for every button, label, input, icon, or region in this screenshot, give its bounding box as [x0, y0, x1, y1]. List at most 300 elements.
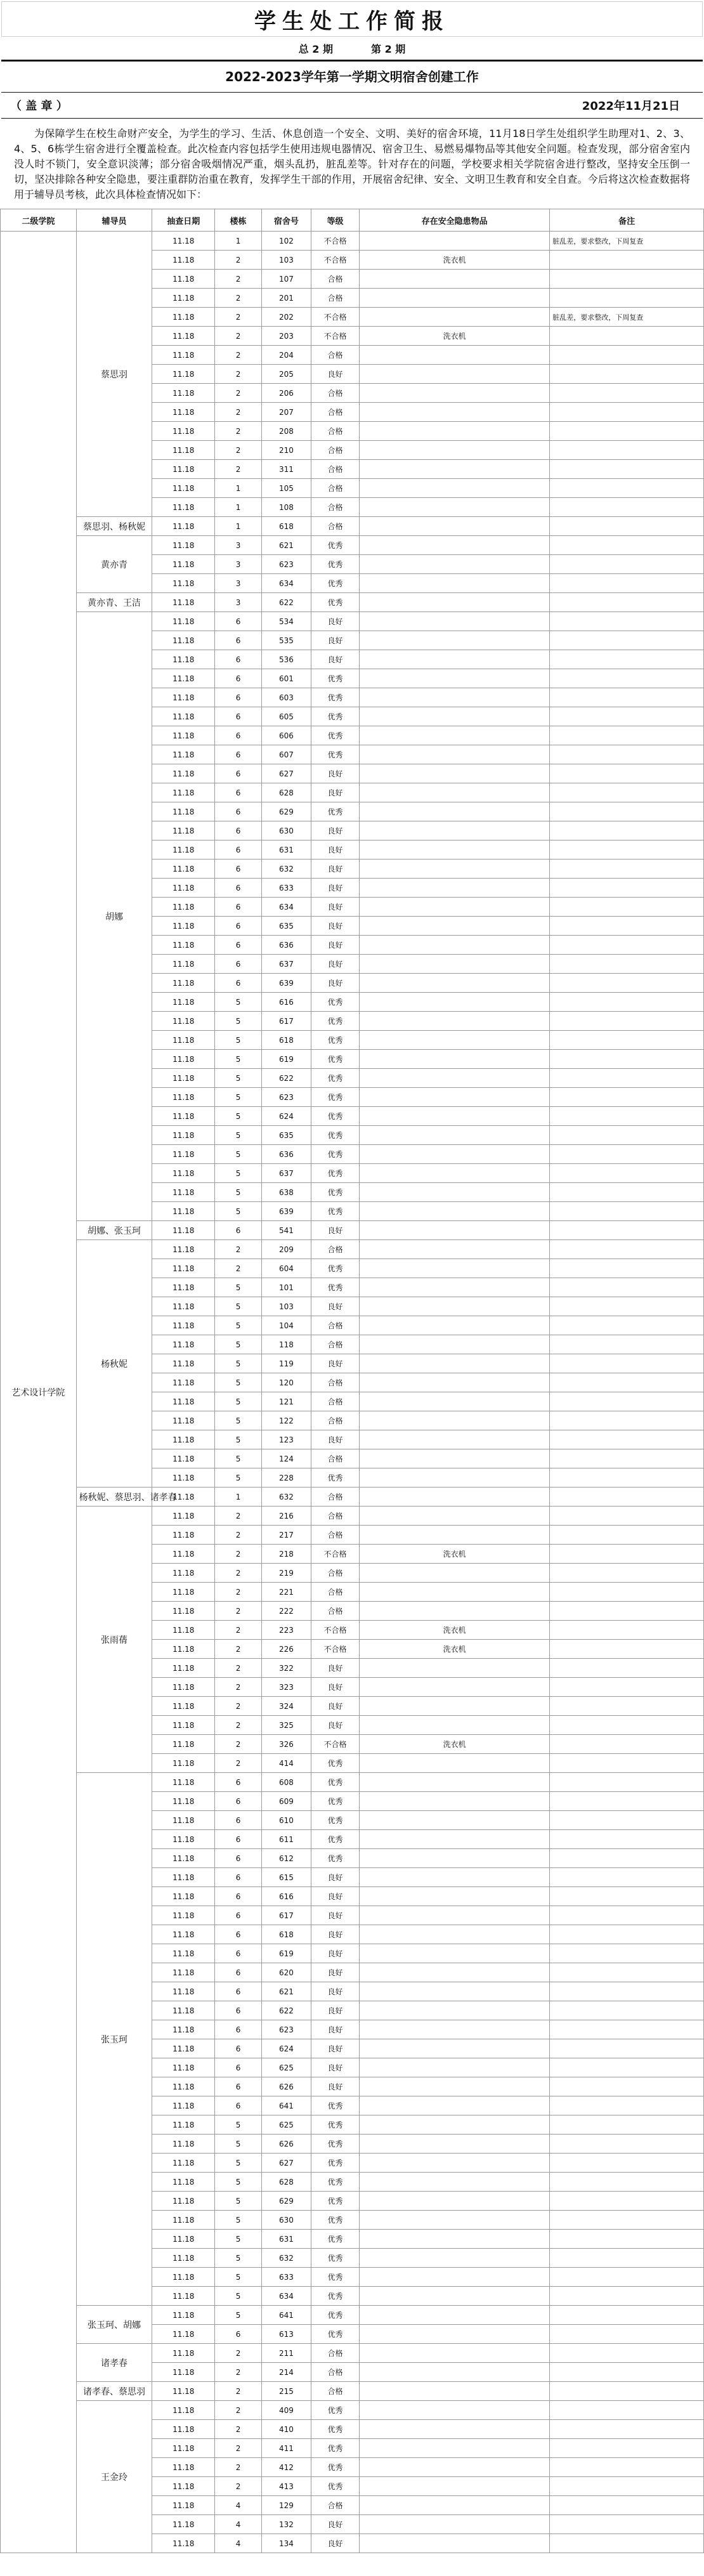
date-cell: 11.18 [152, 1640, 215, 1659]
date-cell: 11.18 [152, 2135, 215, 2154]
table-row [1, 2306, 704, 2325]
hazard-cell [359, 2039, 549, 2058]
note-cell [550, 1545, 704, 1564]
date-cell: 11.18 [152, 1735, 215, 1754]
note-cell [550, 2230, 704, 2249]
hazard-cell [359, 1906, 549, 1925]
grade-cell: 优秀 [311, 1468, 360, 1487]
note-cell [550, 1849, 704, 1868]
grade-cell: 良好 [311, 917, 360, 936]
building-cell: 2 [215, 1659, 262, 1678]
note-cell [550, 441, 704, 460]
hazard-cell [359, 1982, 549, 2001]
building-cell: 6 [215, 2058, 262, 2077]
date-cell: 11.18 [152, 2458, 215, 2477]
building-cell: 6 [215, 1221, 262, 1240]
building-cell: 6 [215, 1944, 262, 1963]
grade-cell: 良好 [311, 1982, 360, 2001]
grade-cell: 合格 [311, 2382, 360, 2401]
building-cell: 6 [215, 821, 262, 840]
room-cell: 215 [261, 2382, 311, 2401]
note-cell [550, 289, 704, 308]
grade-cell: 良好 [311, 2039, 360, 2058]
room-cell: 118 [261, 1335, 311, 1354]
hazard-cell [359, 1963, 549, 1982]
date-cell: 11.18 [152, 860, 215, 879]
date-cell: 11.18 [152, 289, 215, 308]
grade-cell: 良好 [311, 1944, 360, 1963]
room-cell: 129 [261, 2496, 311, 2515]
note-cell [550, 974, 704, 993]
grade-cell: 优秀 [311, 669, 360, 688]
building-cell: 6 [215, 1925, 262, 1944]
hazard-cell [359, 441, 549, 460]
room-cell: 228 [261, 1468, 311, 1487]
building-cell: 4 [215, 2496, 262, 2515]
grade-cell: 优秀 [311, 1107, 360, 1126]
building-cell: 6 [215, 974, 262, 993]
hazard-cell [359, 1430, 549, 1449]
note-cell [550, 745, 704, 764]
room-cell: 629 [261, 2192, 311, 2211]
date-cell: 11.18 [152, 403, 215, 422]
grade-cell: 优秀 [311, 1792, 360, 1811]
note-cell [550, 1640, 704, 1659]
room-cell: 631 [261, 2230, 311, 2249]
room-cell: 210 [261, 441, 311, 460]
room-cell: 201 [261, 289, 311, 308]
note-cell [550, 1792, 704, 1811]
room-cell: 627 [261, 764, 311, 783]
grade-cell: 不合格 [311, 1545, 360, 1564]
building-cell: 2 [215, 422, 262, 441]
date-cell: 11.18 [152, 1944, 215, 1963]
room-cell: 322 [261, 1659, 311, 1678]
date-cell: 11.18 [152, 1126, 215, 1145]
note-cell [550, 1126, 704, 1145]
date-cell: 11.18 [152, 1982, 215, 2001]
building-cell: 5 [215, 1183, 262, 1202]
column-header: 楼栋 [215, 209, 262, 232]
date-cell: 11.18 [152, 1564, 215, 1583]
grade-cell: 优秀 [311, 707, 360, 726]
room-cell: 613 [261, 2325, 311, 2344]
hazard-cell [359, 1925, 549, 1944]
date-cell: 11.18 [152, 1716, 215, 1735]
hazard-cell: 洗衣机 [359, 251, 549, 270]
date-cell: 11.18 [152, 593, 215, 612]
room-cell: 216 [261, 1507, 311, 1526]
room-cell: 625 [261, 2115, 311, 2135]
note-cell [550, 631, 704, 650]
grade-cell: 优秀 [311, 1088, 360, 1107]
date-cell: 11.18 [152, 1259, 215, 1278]
room-cell: 632 [261, 1487, 311, 1507]
hazard-cell [359, 2192, 549, 2211]
date-cell: 11.18 [152, 2192, 215, 2211]
building-cell: 2 [215, 2382, 262, 2401]
note-cell [550, 936, 704, 955]
room-cell: 123 [261, 1430, 311, 1449]
note-cell [550, 764, 704, 783]
hazard-cell [359, 1583, 549, 1602]
building-cell: 6 [215, 650, 262, 669]
date-cell: 11.18 [152, 1107, 215, 1126]
note-cell [550, 1773, 704, 1792]
date-cell: 11.18 [152, 1202, 215, 1221]
note-cell [550, 2154, 704, 2173]
room-cell: 311 [261, 460, 311, 479]
column-header: 辅导员 [76, 209, 152, 232]
note-cell [550, 1069, 704, 1088]
hazard-cell [359, 1526, 549, 1545]
date-cell: 11.18 [152, 2154, 215, 2173]
building-cell: 2 [215, 441, 262, 460]
note-cell [550, 2420, 704, 2439]
room-cell: 636 [261, 936, 311, 955]
hazard-cell [359, 1145, 549, 1164]
table-row [1, 1507, 704, 1526]
grade-cell: 合格 [311, 460, 360, 479]
hazard-cell: 洗衣机 [359, 1640, 549, 1659]
room-cell: 619 [261, 1050, 311, 1069]
date-cell: 11.18 [152, 1278, 215, 1297]
date-cell: 11.18 [152, 441, 215, 460]
note-cell [550, 270, 704, 289]
building-cell: 6 [215, 1849, 262, 1868]
date-cell: 11.18 [152, 1868, 215, 1887]
building-cell: 5 [215, 1145, 262, 1164]
date-cell: 11.18 [152, 1031, 215, 1050]
date-cell: 11.18 [152, 384, 215, 403]
hazard-cell [359, 1659, 549, 1678]
note-cell [550, 783, 704, 802]
hazard-cell [359, 346, 549, 365]
note-cell [550, 1678, 704, 1697]
date-cell: 11.18 [152, 1335, 215, 1354]
hazard-cell [359, 936, 549, 955]
room-cell: 414 [261, 1754, 311, 1773]
room-cell: 634 [261, 574, 311, 593]
title-box [1, 1, 703, 37]
date-cell: 11.18 [152, 2477, 215, 2496]
room-cell: 209 [261, 1240, 311, 1259]
note-cell [550, 2077, 704, 2096]
room-cell: 637 [261, 955, 311, 974]
building-cell: 5 [215, 1373, 262, 1392]
room-cell: 104 [261, 1316, 311, 1335]
hazard-cell [359, 1107, 549, 1126]
note-cell [550, 2439, 704, 2458]
table-header-row [1, 209, 704, 232]
room-cell: 616 [261, 1887, 311, 1906]
hazard-cell [359, 460, 549, 479]
hazard-cell [359, 2096, 549, 2115]
hazard-cell [359, 479, 549, 498]
note-cell [550, 1963, 704, 1982]
hazard-cell [359, 1031, 549, 1050]
note-cell [550, 1602, 704, 1621]
issue-number: 第 2 期 [371, 42, 406, 55]
date-cell: 11.18 [152, 2020, 215, 2039]
date-cell: 11.18 [152, 688, 215, 707]
building-cell: 6 [215, 840, 262, 860]
date-cell: 11.18 [152, 1583, 215, 1602]
building-cell: 6 [215, 1906, 262, 1925]
counselor-cell: 胡娜 [76, 612, 152, 1221]
grade-cell: 合格 [311, 1583, 360, 1602]
grade-cell: 优秀 [311, 2135, 360, 2154]
grade-cell: 良好 [311, 1354, 360, 1373]
room-cell: 630 [261, 2211, 311, 2230]
building-cell: 5 [215, 2192, 262, 2211]
note-cell [550, 2306, 704, 2325]
hazard-cell [359, 498, 549, 517]
room-cell: 623 [261, 2020, 311, 2039]
hazard-cell [359, 1564, 549, 1583]
grade-cell: 优秀 [311, 2230, 360, 2249]
room-cell: 634 [261, 2287, 311, 2306]
building-cell: 6 [215, 936, 262, 955]
note-cell [550, 1468, 704, 1487]
grade-cell: 优秀 [311, 1126, 360, 1145]
room-cell: 122 [261, 1411, 311, 1430]
note-cell [550, 1583, 704, 1602]
hazard-cell [359, 974, 549, 993]
hazard-cell [359, 2154, 549, 2173]
building-cell: 5 [215, 2154, 262, 2173]
note-cell [550, 574, 704, 593]
hazard-cell [359, 1278, 549, 1297]
grade-cell: 优秀 [311, 1811, 360, 1830]
building-cell: 5 [215, 2173, 262, 2192]
building-cell: 5 [215, 1069, 262, 1088]
date-cell: 11.18 [152, 974, 215, 993]
note-cell [550, 1392, 704, 1411]
grade-cell: 合格 [311, 2363, 360, 2382]
hazard-cell [359, 517, 549, 536]
table-row [1, 612, 704, 631]
building-cell: 1 [215, 517, 262, 536]
grade-cell: 优秀 [311, 2477, 360, 2496]
date-cell: 11.18 [152, 2115, 215, 2135]
note-cell [550, 1297, 704, 1316]
room-cell: 214 [261, 2363, 311, 2382]
room-cell: 221 [261, 1583, 311, 1602]
building-cell: 1 [215, 479, 262, 498]
building-cell: 2 [215, 1640, 262, 1659]
room-cell: 119 [261, 1354, 311, 1373]
date-cell: 11.18 [152, 1773, 215, 1792]
date-cell: 11.18 [152, 2077, 215, 2096]
table-row [1, 536, 704, 555]
grade-cell: 良好 [311, 1716, 360, 1735]
note-cell [550, 1240, 704, 1259]
building-cell: 6 [215, 1887, 262, 1906]
grade-cell: 优秀 [311, 2096, 360, 2115]
date-cell: 11.18 [152, 1963, 215, 1982]
hazard-cell [359, 2058, 549, 2077]
counselor-cell: 杨秋妮 [76, 1240, 152, 1487]
note-cell [550, 821, 704, 840]
grade-cell: 优秀 [311, 2268, 360, 2287]
issue-row [0, 37, 704, 60]
grade-cell: 优秀 [311, 1830, 360, 1849]
grade-cell: 优秀 [311, 2154, 360, 2173]
grade-cell: 优秀 [311, 555, 360, 574]
note-cell [550, 2249, 704, 2268]
table-row [1, 1487, 704, 1507]
note-cell [550, 688, 704, 707]
building-cell: 2 [215, 1678, 262, 1697]
building-cell: 6 [215, 1792, 262, 1811]
building-cell: 6 [215, 2001, 262, 2020]
date-cell: 11.18 [152, 1297, 215, 1316]
room-cell: 323 [261, 1678, 311, 1697]
building-cell: 4 [215, 2534, 262, 2553]
room-cell: 638 [261, 1183, 311, 1202]
note-cell: 脏乱差，要求整改，下周复查 [550, 308, 704, 327]
grade-cell: 优秀 [311, 802, 360, 821]
date-cell: 11.18 [152, 898, 215, 917]
grade-cell: 合格 [311, 1449, 360, 1468]
counselor-cell: 诸孝春 [76, 2344, 152, 2382]
grade-cell: 良好 [311, 783, 360, 802]
column-header: 等级 [311, 209, 360, 232]
bulletin-title: 学生处工作简报 [254, 8, 450, 34]
counselor-cell: 蔡思羽 [76, 232, 152, 517]
grade-cell: 合格 [311, 498, 360, 517]
table-row [1, 593, 704, 612]
hazard-cell [359, 1012, 549, 1031]
date-cell: 11.18 [152, 2058, 215, 2077]
note-cell [550, 802, 704, 821]
date-cell: 11.18 [152, 2249, 215, 2268]
note-cell [550, 2534, 704, 2553]
date-cell: 11.18 [152, 1088, 215, 1107]
note-cell [550, 1012, 704, 1031]
room-cell: 618 [261, 1925, 311, 1944]
grade-cell: 良好 [311, 650, 360, 669]
building-cell: 5 [215, 2135, 262, 2154]
note-cell [550, 993, 704, 1012]
hazard-cell [359, 631, 549, 650]
date-cell: 11.18 [152, 2001, 215, 2020]
building-cell: 6 [215, 1773, 262, 1792]
grade-cell: 优秀 [311, 1849, 360, 1868]
room-cell: 628 [261, 783, 311, 802]
building-cell: 2 [215, 1716, 262, 1735]
note-cell [550, 2115, 704, 2135]
date-cell: 11.18 [152, 327, 215, 346]
date-cell: 11.18 [152, 764, 215, 783]
date-cell: 11.18 [152, 1164, 215, 1183]
grade-cell: 合格 [311, 1526, 360, 1545]
hazard-cell [359, 707, 549, 726]
date-cell: 11.18 [152, 1240, 215, 1259]
building-cell: 5 [215, 1164, 262, 1183]
date-cell: 11.18 [152, 308, 215, 327]
room-cell: 601 [261, 669, 311, 688]
note-cell [550, 917, 704, 936]
note-cell [550, 1183, 704, 1202]
room-cell: 103 [261, 1297, 311, 1316]
note-cell [550, 726, 704, 745]
note-cell [550, 1221, 704, 1240]
note-cell [550, 1697, 704, 1716]
grade-cell: 优秀 [311, 745, 360, 764]
room-cell: 632 [261, 860, 311, 879]
date-cell: 11.18 [152, 2382, 215, 2401]
building-cell: 2 [215, 1240, 262, 1259]
room-cell: 605 [261, 707, 311, 726]
grade-cell: 优秀 [311, 2401, 360, 2420]
building-cell: 5 [215, 2211, 262, 2230]
note-cell [550, 2344, 704, 2363]
hazard-cell [359, 2306, 549, 2325]
room-cell: 534 [261, 612, 311, 631]
date-cell: 11.18 [152, 1659, 215, 1678]
note-cell [550, 2477, 704, 2496]
building-cell: 6 [215, 612, 262, 631]
hazard-cell [359, 1069, 549, 1088]
building-cell: 2 [215, 1602, 262, 1621]
note-cell [550, 2401, 704, 2420]
date-cell: 11.18 [152, 2325, 215, 2344]
grade-cell: 优秀 [311, 1031, 360, 1050]
grade-cell: 合格 [311, 1373, 360, 1392]
note-cell [550, 669, 704, 688]
note-cell [550, 1944, 704, 1963]
room-cell: 101 [261, 1278, 311, 1297]
grade-cell: 合格 [311, 479, 360, 498]
note-cell [550, 840, 704, 860]
grade-cell: 合格 [311, 384, 360, 403]
building-cell: 2 [215, 2344, 262, 2363]
building-cell: 6 [215, 2096, 262, 2115]
grade-cell: 良好 [311, 612, 360, 631]
hazard-cell [359, 1050, 549, 1069]
meta-row [0, 93, 704, 118]
date-cell: 11.18 [152, 498, 215, 517]
note-cell [550, 1659, 704, 1678]
building-cell: 5 [215, 2230, 262, 2249]
note-cell [550, 1050, 704, 1069]
room-cell: 536 [261, 650, 311, 669]
room-cell: 621 [261, 536, 311, 555]
grade-cell: 良好 [311, 1868, 360, 1887]
date-cell: 11.18 [152, 2515, 215, 2534]
note-cell [550, 2287, 704, 2306]
date-cell: 11.18 [152, 726, 215, 745]
grade-cell: 良好 [311, 365, 360, 384]
date-cell: 11.18 [152, 1925, 215, 1944]
hazard-cell [359, 1792, 549, 1811]
date-cell: 11.18 [152, 2496, 215, 2515]
grade-cell: 良好 [311, 2515, 360, 2534]
date-cell: 11.18 [152, 1754, 215, 1773]
hazard-cell [359, 726, 549, 745]
room-cell: 604 [261, 1259, 311, 1278]
room-cell: 622 [261, 1069, 311, 1088]
grade-cell: 合格 [311, 517, 360, 536]
counselor-cell: 张雨蒨 [76, 1507, 152, 1773]
grade-cell: 优秀 [311, 574, 360, 593]
note-cell [550, 555, 704, 574]
room-cell: 409 [261, 2401, 311, 2420]
note-cell [550, 1735, 704, 1754]
note-cell [550, 1031, 704, 1050]
